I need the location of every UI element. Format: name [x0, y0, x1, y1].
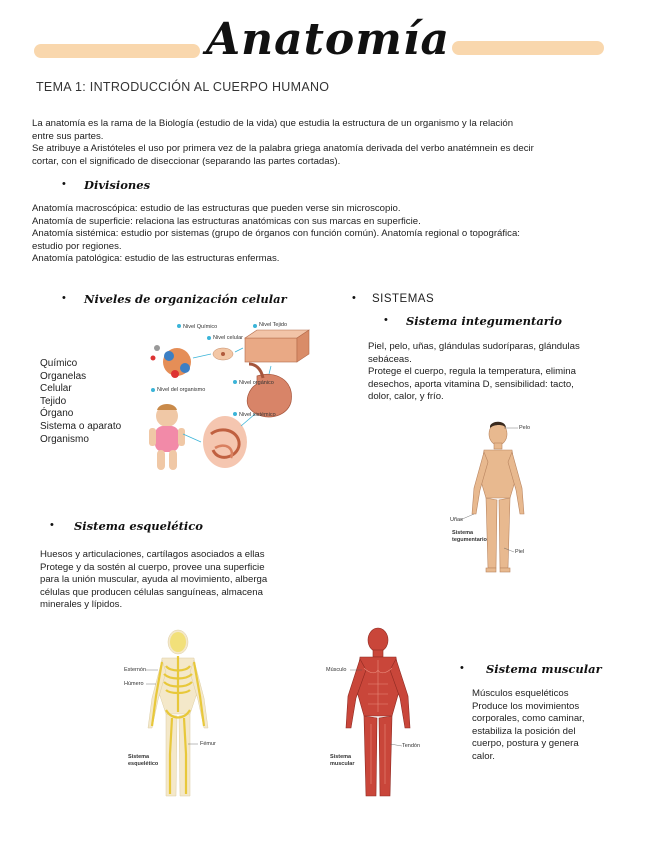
divisiones-line: Anatomía macroscópica: estudio de las estructuras que pueden verse sin microscopio. — [32, 203, 401, 214]
intro-line: entre sus partes. — [32, 130, 104, 142]
divisiones-line: Anatomía sistémica: estudio por sistemas (grupo de órganos con función común). Anatomía regional o topográfica: — [32, 228, 520, 240]
figure-label: Piel — [515, 549, 525, 555]
figure-label: Fémur — [200, 741, 216, 747]
bullet-dot: • — [352, 292, 356, 304]
integumentary-figure — [448, 418, 558, 588]
page-title: Anatomía — [205, 14, 451, 65]
muscular-line: corporales, como caminar, — [472, 713, 585, 725]
integumentario-line: Piel, pelo, uñas, glándulas sudoríparas, glándulas — [368, 341, 580, 352]
divisiones-heading: Divisiones — [84, 178, 151, 192]
figure-label: Músculo — [326, 667, 347, 673]
integumentario-line: dolor, calor, y frío. — [368, 391, 444, 403]
divisiones-line: Anatomía patológica: estudio de las estructuras enfermas. — [32, 253, 280, 265]
figure-label: Nivel orgánico — [239, 380, 274, 386]
niveles-item: Químico — [40, 358, 78, 369]
integumentario-text — [368, 341, 618, 404]
muscular-line: Produce los movimientos — [472, 700, 580, 712]
niveles-item: Tejido — [40, 395, 67, 407]
figure-label: Sistema — [128, 754, 150, 760]
levels-figure — [145, 318, 320, 488]
niveles-list — [40, 358, 146, 446]
niveles-item: Organelas — [40, 370, 87, 382]
niveles-item: Organismo — [40, 433, 89, 445]
figure-label: Nivel del organismo — [157, 387, 206, 393]
divisiones-list — [32, 203, 632, 266]
esqueletico-line: minerales y lípidos. — [40, 599, 123, 611]
page-subtitle: TEMA 1: INTRODUCCIÓN AL CUERPO HUMANO — [36, 80, 330, 94]
figure-label: Nivel sistémico — [239, 412, 276, 418]
muscular-line: estabiliza la posición del — [472, 725, 576, 737]
skeleton-illustration — [118, 626, 238, 810]
muscular-heading: Sistema muscular — [486, 662, 602, 676]
muscular-figure — [318, 624, 438, 810]
niveles-item: Sistema o aparato — [40, 420, 122, 432]
figure-label: Tendón — [402, 743, 421, 749]
figure-label: tegumentario — [452, 537, 487, 543]
figure-label: Sistema — [330, 754, 352, 760]
integumentario-heading: Sistema integumentario — [406, 314, 562, 328]
esqueletico-text — [40, 549, 320, 612]
niveles-item: Órgano — [40, 408, 74, 420]
niveles-heading: Niveles de organización celular — [84, 292, 287, 306]
esqueletico-line: para la unión muscular, ayuda al movimiento, alberga — [40, 574, 268, 586]
figure-label: Nivel celular — [213, 335, 243, 341]
baby-icon — [149, 404, 185, 470]
intro-line: Se atribuye a Aristóteles el uso por primera vez de la palabra griega anatomía derivada del verbo anatémnein es decir — [32, 143, 534, 155]
niveles-item: Celular — [40, 383, 72, 395]
bullet-dot: • — [62, 178, 66, 190]
skeletal-figure — [118, 626, 238, 810]
muscular-line: cuerpo, postura y genera — [472, 738, 579, 750]
cell-icon — [213, 348, 233, 360]
bullet-dot: • — [62, 292, 66, 304]
levels-illustration — [145, 318, 320, 488]
integumentario-line: Protege el cuerpo, regula la temperatura, elimina — [368, 366, 576, 378]
digestive-system-icon — [203, 416, 247, 468]
esqueletico-heading: Sistema esquelético — [74, 519, 203, 533]
figure-label: Uñas — [450, 517, 463, 523]
bullet-dot: • — [460, 662, 464, 674]
divisiones-line: Anatomía de superficie: relaciona las estructuras anatómicas con sus marcas en superficie. — [32, 215, 421, 227]
muscular-text — [472, 688, 622, 764]
intro-line: La anatomía es la rama de la Biología (estudio de la vida) que estudia la estructura de un organismo y la relación — [32, 118, 514, 129]
figure-label: Nivel Químico — [183, 324, 218, 330]
bullet-dot: • — [384, 314, 388, 326]
tissue-icon — [245, 330, 309, 362]
figure-label: Esternón — [124, 667, 147, 673]
figure-label: Pelo — [519, 425, 531, 431]
sistemas-heading: SISTEMAS — [372, 293, 435, 305]
figure-label: Sistema — [452, 530, 474, 536]
figure-label: muscular — [330, 761, 355, 767]
intro-paragraph — [32, 118, 632, 168]
bullet-dot: • — [50, 519, 54, 531]
figure-label: Húmero — [124, 681, 144, 687]
figure-label: Nivel Tejido — [259, 322, 288, 328]
integumentario-line: desechos, aporta vitamina D, sensibilidad: tacto, — [368, 378, 574, 390]
muscle-illustration — [318, 624, 438, 810]
figure-label: esquelético — [128, 761, 159, 767]
human-skin-illustration — [448, 418, 558, 588]
molecule-icon — [151, 345, 192, 378]
divisiones-line: estudio por regiones. — [32, 240, 122, 252]
muscular-line: Músculos esqueléticos — [472, 688, 569, 699]
integumentario-line: sebáceas. — [368, 353, 412, 365]
intro-line: cortar, con el significado de diseccionar (separando las partes cortadas). — [32, 155, 341, 167]
muscular-line: calor. — [472, 750, 495, 762]
esqueletico-line: células que producen células sanguíneas, almacena — [40, 586, 263, 598]
esqueletico-line: Protege y da sostén al cuerpo, provee una superficie — [40, 561, 265, 573]
esqueletico-line: Huesos y articulaciones, cartílagos asociados a ellas — [40, 549, 265, 560]
